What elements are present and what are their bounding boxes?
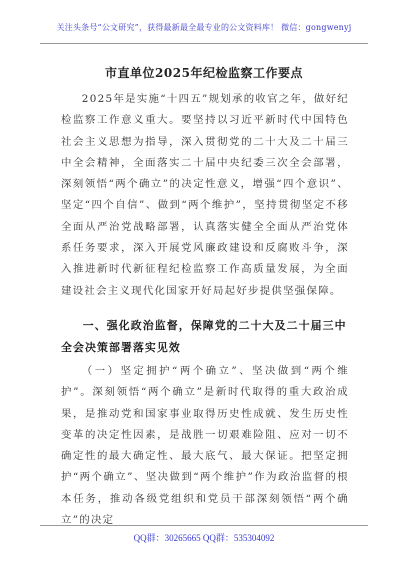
intro-paragraph: 2025年是实施“十四五”规划承的收官之年，做好纪检监察工作意义重大。要坚持以习近平新时代中国特色社会主义思想为指导，深入贯彻党的二十大及二十届三中全会精神，全面落实二十届中央纪委三次全会部署，深刻领悟“两个确立”的决定性意义，增强“四个意识”、坚定“四个自信”、做到“两个维护”，坚持贯彻坚定不移全面从严治党战略部署，认真落实健全全面从严治党体系任务要求，深入开展党风廉政建设和反腐败斗争，深入推进新时代新征程纪检监察工作高质量发展，为全面建设社会主义现代化国家开好局起好步提供坚强保障。 (61, 93, 349, 297)
document-title: 市直单位2025年纪检监察工作要点 (105, 66, 303, 80)
footer-divider (40, 525, 368, 526)
section-1-heading: 一、强化政治监督，保障党的二十大及二十届三中全会决策部署落实见效 (61, 319, 347, 354)
header-divider (40, 43, 368, 44)
header-promo-note: 关注头条号“公文研究”，获得最新最全最专业的公文资料库！ 微信：gongwenyj (56, 23, 352, 32)
subsection-1-paragraph: （一）坚定拥护“两个确立”、坚决做到“两个维护”。深刻领悟“两个确立”是新时代取得的重大政治成果，是推动党和国家事业取得历史性成就、发生历史性变革的决定性因素，是战胜一切艰难险阻、应对一切不确定性的最大确定性、最大底气、最大保证。把坚定拥护“两个确立”、坚决做到“两个维护”作为政治监督的根本任务，推动各级党组织和党员干部深刻领悟“两个确立”的决定 (61, 365, 349, 527)
footer-qq-groups: QQ群：30265665 QQ群：535304092 (133, 533, 275, 543)
